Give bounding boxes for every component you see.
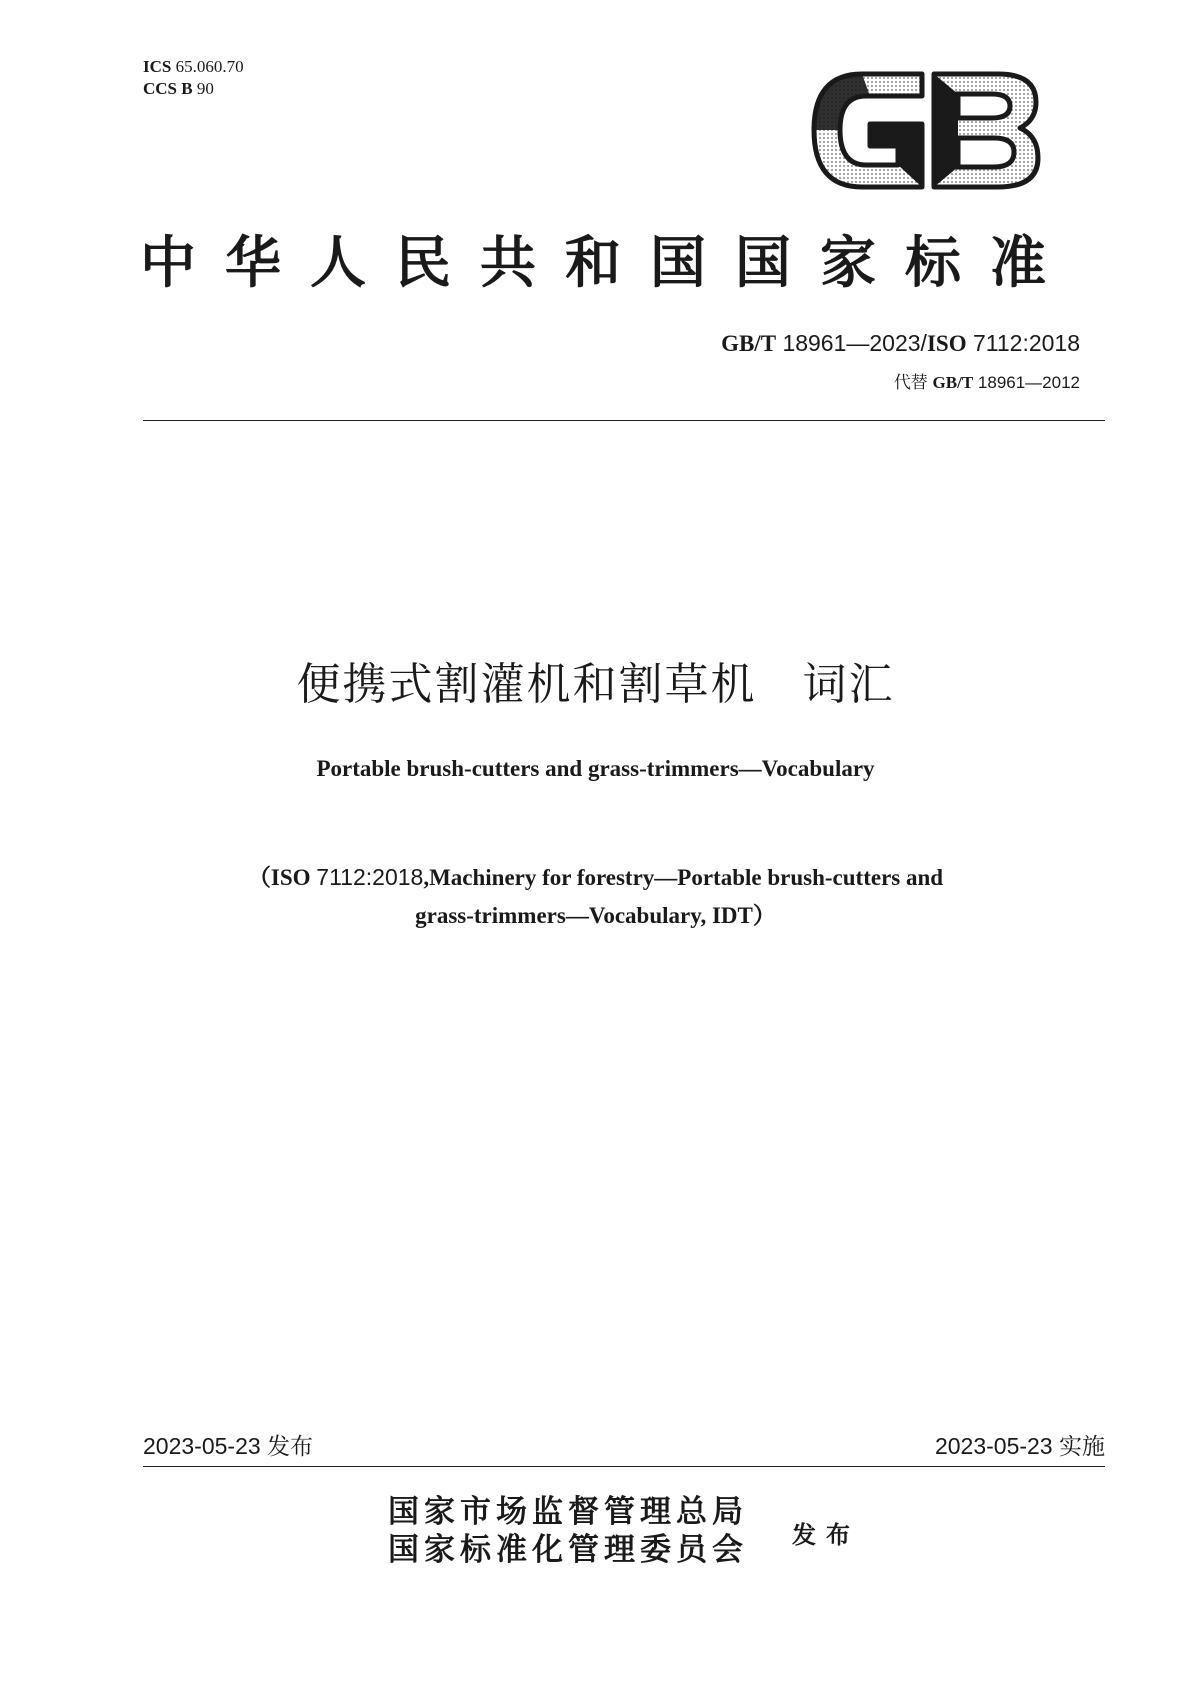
issued-label: 发布 (792, 1520, 860, 1549)
ccs-line: CCS B 90 (143, 79, 214, 98)
document-title-chinese: 便携式割灌机和割草机 词汇 (296, 659, 895, 710)
issuer-sac: 国家标准化管理委员会 (388, 1532, 748, 1568)
header-divider (143, 420, 1105, 421)
classification-codes (143, 56, 244, 100)
replaces-line: 代替 GB/T 18961—2012 (893, 373, 1080, 392)
iso-reference-line-1: （ISO 7112:2018,Machinery for forestry—Portable brush-cutters and (247, 864, 944, 890)
iso-reference (0, 858, 1191, 935)
implementation-date: 2023-05-23 实施 (934, 1433, 1105, 1459)
national-standard-title: 中华人民共和国国家标准 (140, 230, 1075, 296)
document-title-english: Portable brush-cutters and grass-trimmers—Vocabulary (316, 756, 875, 781)
gb-logo (810, 68, 1042, 193)
iso-reference-line-2: grass-trimmers—Vocabulary, IDT） (415, 903, 776, 928)
issuer-samr: 国家市场监督管理总局 (388, 1494, 748, 1530)
footer-divider (143, 1466, 1105, 1467)
issue-date: 2023-05-23 发布 (143, 1433, 314, 1459)
issuing-authorities (388, 1493, 748, 1569)
ics-line: ICS 65.060.70 (143, 57, 244, 76)
standard-number: GB/T 18961—2023/ISO 7112:2018 (721, 330, 1080, 356)
